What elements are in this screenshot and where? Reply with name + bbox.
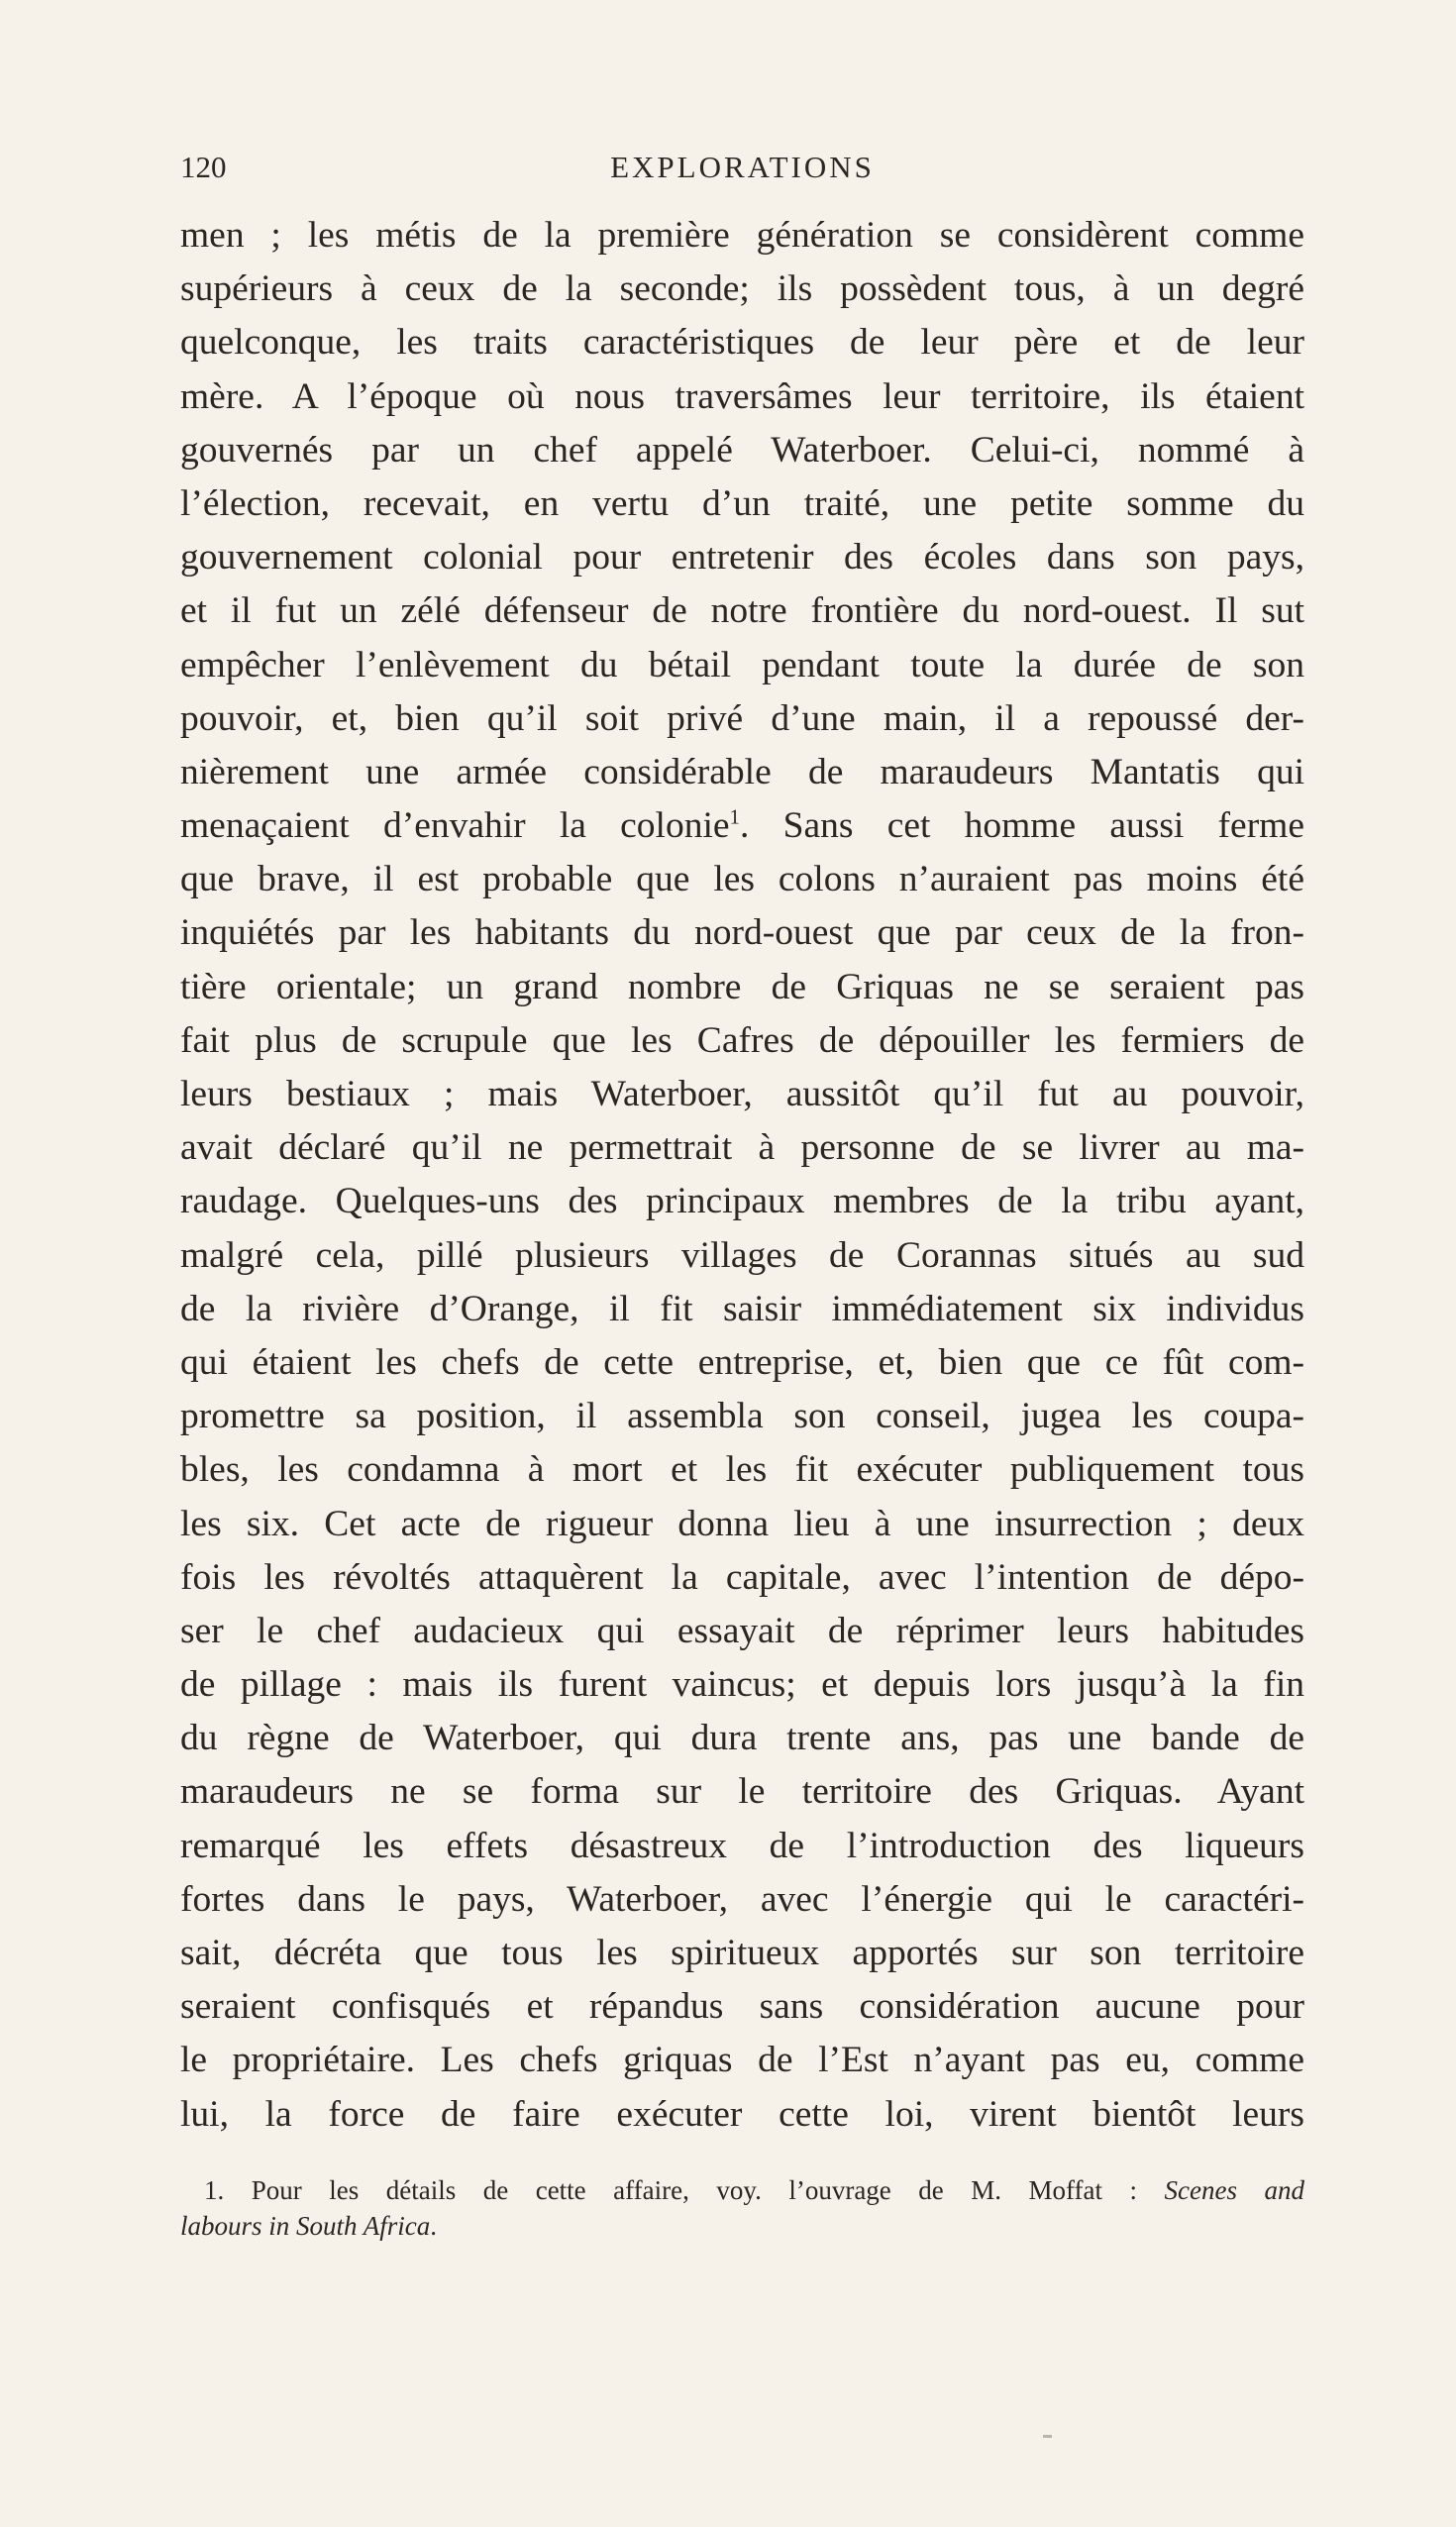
text-line: et il fut un zélé défenseur de notre frontière du nord-ouest. Il sut <box>180 590 1304 632</box>
text-line: quelconque, les traits caractéristiques de leur père et de leur <box>180 322 1304 364</box>
text-line: fortes dans le pays, Waterboer, avec l’énergie qui le caractéri- <box>180 1878 1304 1920</box>
text-line: sait, décréta que tous les spiritueux apportés sur son territoire <box>180 1933 1304 1973</box>
text-line: les six. Cet acte de rigueur donna lieu à une insurrection ; deux <box>180 1503 1304 1544</box>
text-line: avait déclaré qu’il ne permettrait à personne de se livrer au ma- <box>180 1127 1304 1169</box>
text-line: maraudeurs ne se forma sur le territoire des Griquas. Ayant <box>180 1771 1304 1813</box>
line-end: . Sans cet homme aussi ferme <box>740 805 1304 847</box>
text-line: gouvernement colonial pour entretenir des écoles dans son pays, <box>180 537 1304 579</box>
text-line: leurs bestiaux ; mais Waterboer, aussitôt qu’il fut au pouvoir, <box>180 1074 1304 1114</box>
line-start: menaçaient d’envahir la colonie <box>180 805 730 847</box>
text-line: mère. A l’époque où nous traversâmes leur territoire, ils étaient <box>180 375 1304 417</box>
footnote-line <box>180 2208 1304 2244</box>
text-line: empêcher l’enlèvement du bétail pendant toute la durée de son <box>180 644 1304 685</box>
text-line: bles, les condamna à mort et les fit exécuter publiquement tous <box>180 1449 1304 1491</box>
footnote-title-part: labours in South Africa <box>180 2211 431 2241</box>
text-line: promettre sa position, il assembla son conseil, jugea les coupa- <box>180 1396 1304 1437</box>
text-line: l’élection, recevait, en vertu d’un traité, une petite somme du <box>180 482 1304 524</box>
text-line-with-note <box>180 799 1304 853</box>
footnote-end: . <box>430 2211 438 2241</box>
running-title: EXPLORATIONS <box>610 150 875 184</box>
text-line: malgré cela, pillé plusieurs villages de Corannas situés au sud <box>180 1234 1304 1276</box>
text-line: seraient confisqués et répandus sans considération aucune pour <box>180 1986 1304 2028</box>
text-line: de la rivière d’Orange, il fit saisir immédiatement six individus <box>180 1288 1304 1329</box>
text-line: qui étaient les chefs de cette entreprise, et, bien que ce fût com- <box>180 1341 1304 1383</box>
text-line: fois les révoltés attaquèrent la capitale, avec l’intention de dépo- <box>180 1556 1304 1598</box>
footnote-reference: 1 <box>729 804 741 829</box>
text-line: pouvoir, et, bien qu’il soit privé d’une main, il a repoussé der- <box>180 697 1304 739</box>
text-line: supérieurs à ceux de la seconde; ils possèdent tous, à un degré <box>180 268 1304 310</box>
page-number: 120 <box>180 150 227 184</box>
footnote-title-part: Scenes and <box>1164 2175 1304 2205</box>
body-text <box>180 209 1304 2142</box>
text-line: tière orientale; un grand nombre de Griquas ne se seraient pas <box>180 966 1304 1007</box>
text-line: nièrement une armée considérable de maraudeurs Mantatis qui <box>180 751 1304 792</box>
text-line: lui, la force de faire exécuter cette loi, virent bientôt leurs <box>180 2093 1304 2135</box>
text-line: de pillage : mais ils furent vaincus; et depuis lors jusqu’à la fin <box>180 1664 1304 1706</box>
text-line: ser le chef audacieux qui essayait de réprimer leurs habitudes <box>180 1610 1304 1651</box>
text-line: fait plus de scrupule que les Cafres de dépouiller les fermiers de <box>180 1019 1304 1061</box>
footnote-text: 1. Pour les détails de cette affaire, voy. l’ouvrage de M. Moffat : <box>204 2175 1138 2205</box>
text-line: raudage. Quelques-uns des principaux membres de la tribu ayant, <box>180 1181 1304 1222</box>
footnote-line <box>180 2172 1304 2208</box>
text-line: remarqué les effets désastreux de l’introduction des liqueurs <box>180 1825 1304 1866</box>
text-line: que brave, il est probable que les colons n’auraient pas moins été <box>180 859 1304 900</box>
running-head <box>180 150 1304 195</box>
text-line: le propriétaire. Les chefs griquas de l’Est n’ayant pas eu, comme <box>180 2040 1304 2081</box>
text-line: inquiétés par les habitants du nord-ouest que par ceux de la fron- <box>180 912 1304 954</box>
text-line: gouvernés par un chef appelé Waterboer. Celui-ci, nommé à <box>180 429 1304 471</box>
footnote <box>180 2172 1304 2244</box>
text-line: du règne de Waterboer, qui dura trente ans, pas une bande de <box>180 1718 1304 1759</box>
text-line: men ; les métis de la première génération se considèrent comme <box>180 215 1304 256</box>
page-speck <box>1043 2435 1052 2438</box>
